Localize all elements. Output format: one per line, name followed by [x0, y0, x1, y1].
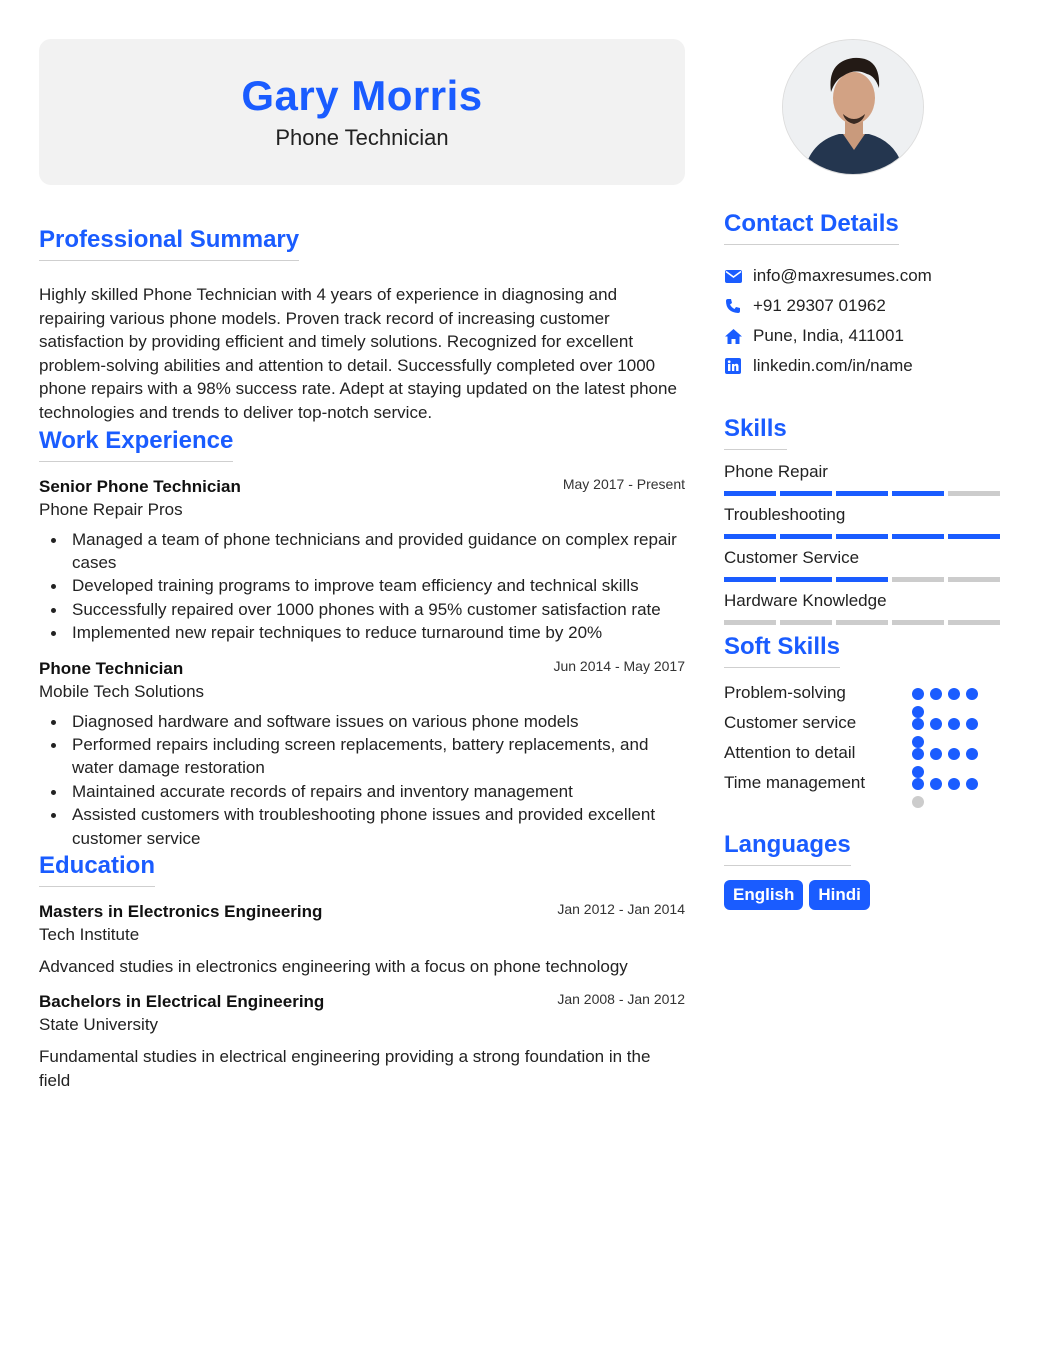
language-tag: Hindi	[809, 880, 870, 910]
skill-name: Troubleshooting	[724, 505, 846, 524]
soft-skill-name: Time management	[724, 773, 866, 792]
education-date: Jan 2012 - Jan 2014	[557, 901, 685, 918]
summary-text: Highly skilled Phone Technician with 4 years of experience in diagnosing and repairing various phone models. Proven track record of increasing customer satisfaction by providing efficient and timely solutions. Recognized for excellent problem-solving abilities and attention to detail. Successfully completed over 1000 phone repairs with a 98% success rate. Adept at staying updated on the latest phone technologies and trends to deliver top-notch service.	[39, 285, 677, 422]
education-description: Advanced studies in electronics engineering with a focus on phone technology	[39, 957, 628, 977]
header-box	[39, 39, 685, 185]
contact-email[interactable]	[724, 261, 1004, 291]
job-bullet: Developed training programs to improve team efficiency and technical skills	[39, 574, 685, 597]
skill-level-bar	[724, 620, 1004, 625]
contact-linkedin[interactable]	[724, 351, 1004, 381]
experience-heading: Work Experience	[39, 427, 233, 462]
soft-skill-name: Problem-solving	[724, 683, 846, 702]
skill-level-segment	[780, 534, 832, 539]
degree-title: Masters in Electronics Engineering	[39, 902, 323, 922]
skills-list	[724, 461, 1004, 633]
skill-level-segment	[948, 620, 1000, 625]
languages-heading: Languages	[724, 831, 851, 866]
rating-dot	[948, 718, 960, 730]
soft-skill-item	[724, 742, 1004, 772]
rating-dot	[966, 688, 978, 700]
rating-dot	[912, 718, 924, 730]
phone-text: +91 29307 01962	[753, 296, 886, 315]
rating-dot	[966, 778, 978, 790]
soft-skills-heading: Soft Skills	[724, 633, 840, 668]
rating-dot	[930, 778, 942, 790]
skills-section	[724, 415, 1004, 633]
rating-dot	[930, 688, 942, 700]
skill-level-segment	[948, 534, 1000, 539]
job-entry	[39, 476, 685, 645]
rating-dot	[930, 718, 942, 730]
education-entry	[39, 991, 685, 1092]
job-bullet: Managed a team of phone technicians and provided guidance on complex repair cases	[39, 528, 685, 575]
languages-section	[724, 831, 1004, 910]
contact-heading: Contact Details	[724, 210, 899, 245]
location-text: Pune, India, 411001	[753, 326, 904, 345]
soft-skills-list	[724, 682, 1004, 802]
rating-dot	[912, 748, 924, 760]
job-title: Phone Technician	[39, 658, 184, 678]
skill-level-segment	[724, 620, 776, 625]
skill-level-segment	[836, 620, 888, 625]
education-description: Fundamental studies in electrical engineering providing a strong foundation in the field	[39, 1047, 651, 1090]
rating-dot	[948, 688, 960, 700]
languages-list	[724, 880, 1004, 910]
skill-level-segment	[836, 577, 888, 582]
rating-dot	[966, 748, 978, 760]
email-text: info@maxresumes.com	[753, 266, 932, 285]
home-icon	[724, 327, 742, 345]
job-bullet: Assisted customers with troubleshooting phone issues and provided excellent customer service	[39, 803, 685, 850]
rating-dot	[912, 688, 924, 700]
job-bullets	[39, 528, 685, 645]
education-section	[39, 852, 685, 1092]
skill-level-segment	[836, 534, 888, 539]
phone-icon	[724, 297, 742, 315]
job-bullet: Successfully repaired over 1000 phones with a 95% customer satisfaction rate	[39, 598, 685, 621]
skill-level-segment	[892, 491, 944, 496]
linkedin-text: linkedin.com/in/name	[753, 356, 913, 375]
job-entry	[39, 658, 685, 850]
skill-name: Customer Service	[724, 548, 860, 567]
skill-level-segment	[892, 534, 944, 539]
person-photo-icon	[783, 40, 924, 175]
contact-location	[724, 321, 1004, 351]
skill-level-bar	[724, 577, 1004, 582]
skill-level-segment	[892, 620, 944, 625]
soft-skills-section	[724, 633, 1004, 802]
school-name: State University	[39, 1015, 159, 1035]
experience-section	[39, 427, 685, 850]
rating-dot	[948, 778, 960, 790]
job-company: Phone Repair Pros	[39, 499, 183, 519]
profile-photo	[782, 39, 924, 175]
language-tag: English	[724, 880, 803, 910]
skill-item	[724, 590, 1004, 633]
degree-title: Bachelors in Electrical Engineering	[39, 992, 325, 1012]
skill-name: Hardware Knowledge	[724, 591, 887, 610]
education-heading: Education	[39, 852, 155, 887]
skill-name: Phone Repair	[724, 462, 828, 481]
soft-skill-name: Attention to detail	[724, 743, 856, 762]
summary-section	[39, 226, 685, 425]
job-bullet: Implemented new repair techniques to reduce turnaround time by 20%	[39, 621, 685, 644]
skill-level-segment	[780, 491, 832, 496]
skill-level-bar	[724, 534, 1004, 539]
soft-skill-name: Customer service	[724, 713, 857, 732]
rating-dot	[930, 748, 942, 760]
skill-item	[724, 461, 1004, 504]
soft-skill-item	[724, 682, 1004, 712]
contact-section	[724, 210, 1004, 381]
skill-level-bar	[724, 491, 1004, 496]
education-entry	[39, 901, 685, 978]
skill-item	[724, 504, 1004, 547]
job-bullet: Diagnosed hardware and software issues on various phone models	[39, 710, 685, 733]
skill-level-segment	[892, 577, 944, 582]
rating-dot	[966, 718, 978, 730]
candidate-name: Gary Morris	[241, 72, 483, 119]
skill-level-segment	[724, 491, 776, 496]
summary-heading: Professional Summary	[39, 226, 299, 261]
rating-dot	[912, 796, 924, 808]
skill-level-segment	[780, 577, 832, 582]
skill-level-segment	[948, 577, 1000, 582]
job-date: May 2017 - Present	[562, 475, 685, 492]
envelope-icon	[724, 267, 742, 285]
skill-item	[724, 547, 1004, 590]
skill-level-segment	[836, 491, 888, 496]
job-bullet: Maintained accurate records of repairs and inventory management	[39, 780, 685, 803]
job-bullet: Performed repairs including screen replacements, battery replacements, and water damage restoration	[39, 733, 685, 780]
rating-dot	[912, 778, 924, 790]
job-date: Jun 2014 - May 2017	[553, 657, 685, 674]
skill-level-segment	[780, 620, 832, 625]
soft-skill-item	[724, 772, 1004, 802]
job-bullets	[39, 710, 685, 850]
job-title: Senior Phone Technician	[39, 476, 241, 496]
job-company: Mobile Tech Solutions	[39, 681, 205, 701]
sidebar-column	[724, 39, 1004, 910]
candidate-title: Phone Technician	[275, 125, 449, 150]
soft-skill-item	[724, 712, 1004, 742]
school-name: Tech Institute	[39, 925, 140, 945]
education-date: Jan 2008 - Jan 2012	[557, 991, 685, 1008]
linkedin-icon	[724, 357, 742, 375]
contact-phone[interactable]	[724, 291, 1004, 321]
skill-level-segment	[948, 491, 1000, 496]
skill-level-segment	[724, 534, 776, 539]
skill-level-segment	[724, 577, 776, 582]
skills-heading: Skills	[724, 415, 787, 450]
rating-dot	[948, 748, 960, 760]
main-column	[39, 39, 685, 1092]
